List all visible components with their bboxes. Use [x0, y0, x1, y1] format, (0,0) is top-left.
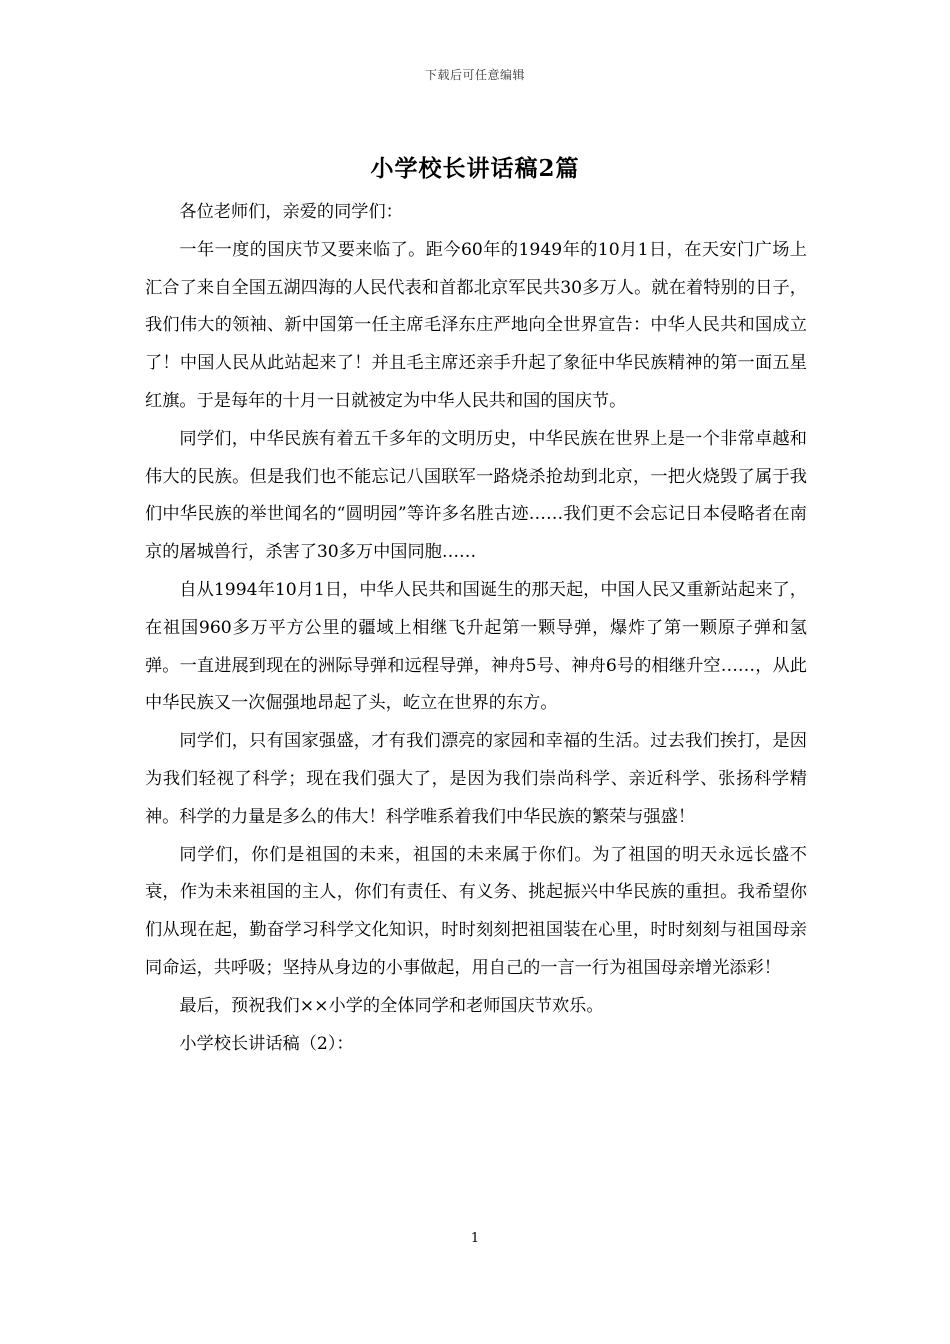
body-paragraph: 自从1994年10月1日，中华人民共和国诞生的那天起，中国人民又重新站起来了，在祖国960多万平方公里的疆域上相继飞升起第一颗导弹，爆炸了第一颗原子弹和氢弹。一直进展到现在的洲际导弹和远程导弹，神舟5号、神舟6号的相继升空……，从此中华民族又一次倔强地昂起了头，屹立在世界的东方。	[145, 579, 807, 714]
section-heading: 小学校长讲话稿（2）：	[179, 1033, 354, 1054]
body-paragraph: 同学们，只有国家强盛，才有我们漂亮的家园和幸福的生活。过去我们挨打，是因为我们轻视了科学；现在我们强大了，是因为我们崇尚科学、亲近科学、张扬科学精神。科学的力量是多么的伟大！科学唯系着我们中华民族的繁荣与强盛！	[145, 731, 807, 827]
body-paragraph: 一年一度的国庆节又要来临了。距今60年的1949年的10月1日，在天安门广场上汇合了来自全国五湖四海的人民代表和首都北京军民共30多万人。就在着特别的日子，我们伟大的领袖、新中国第一任主席毛泽东庄严地向全世界宣告：中华人民共和国成立了！中国人民从此站起来了！并且毛主席还亲手升起了象征中华民族精神的第一面五星红旗。于是每年的十月一日就被定为中华人民共和国的国庆节。	[145, 239, 807, 411]
document-title: 小学校长讲话稿2篇	[370, 155, 580, 182]
closing-paragraph: 最后，预祝我们××小学的全体同学和老师国庆节欢乐。	[179, 995, 604, 1016]
body-paragraph: 同学们，中华民族有着五千多年的文明历史，中华民族在世界上是一个非常卓越和伟大的民族。但是我们也不能忘记八国联军一路烧杀抢劫到北京，一把火烧毁了属于我们中华民族的举世闻名的“圆明园”等许多名胜古迹……我们更不会忘记日本侵略者在南京的屠城兽行，杀害了30多万中国同胞……	[145, 428, 807, 563]
greeting-paragraph: 各位老师们，亲爱的同学们：	[179, 202, 403, 222]
body-paragraph: 同学们，你们是祖国的未来，祖国的未来属于你们。为了祖国的明天永远长盛不衰，作为未来祖国的主人，你们有责任、有义务、挑起振兴中华民族的重担。我希望你们从现在起，勤奋学习科学文化知识，时时刻刻把祖国装在心里，时时刻刻与祖国母亲同命运，共呼吸；坚持从身边的小事做起，用自己的一言一行为祖国母亲增光添彩！	[145, 844, 807, 978]
page-number: 1	[470, 1231, 480, 1246]
document-body	[145, 194, 807, 1063]
header-note: 下载后可任意编辑	[424, 68, 525, 82]
